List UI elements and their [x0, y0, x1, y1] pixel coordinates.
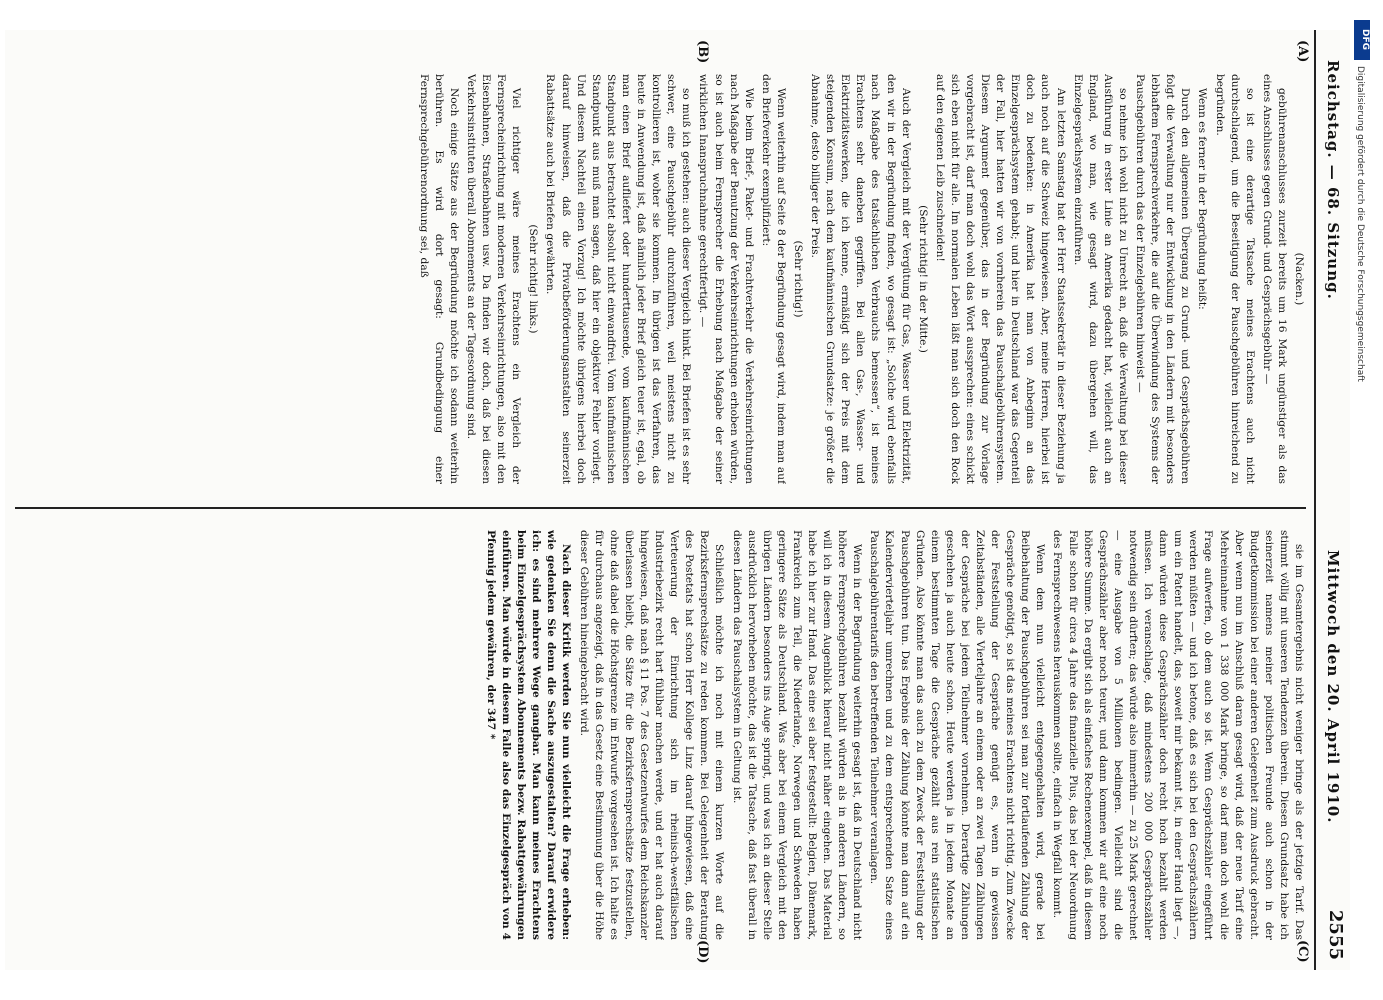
paragraph: Wenn in der Begründung weiterhin gesagt ist, daß in Deutschland nicht höhere Fernsprechgebühren bezahlt würden als in anderen Ländern, so will ich in diesem Augenblick hierauf nicht näher eingehen. Das Material habe ich hier zur Hand. Das eine sei aber festgestellt: Belgien, Dänemark, Frankreich zum Teil, die Niederlande, Norwegen und Schweden haben geringere Sätze als Deutschland. Was aber bei einem Vergleich mit den übrigen Ländern besonders ins Auge springt, und was ich an dieser Stelle ausdrücklich hervorheben möchte, das ist die Tatsache, daß fast überall in diesen Ländern das Pauschalsystem in Geltung ist.: [730, 530, 864, 940]
paragraph: so ist eine derartige Tatsache meines Erachtens auch nicht durchschlagend, um die Beseitigung der Pauschgebühren hinreichend zu begründen.: [1213, 74, 1256, 484]
paragraph: Wenn dem nun vielleicht entgegengehalten wird, gerade bei Beibehaltung der Pauschgebühren sei man zur fortlaufenden Zählung der Gespräche genötigt, so ist das meines Erachtens nicht richtig. Zum Zwecke der Feststellung der Gespräche genügt es, wenn in gewissen Zeitabständen, alle Vierteljahre an einem oder an zwei Tagen Zählungen der Gespräche bei jedem Teilnehmer vornehmen. Derartige Zählungen geschehen ja auch heute schon. Heute werden ja in jedem Monate an einem bestimmten Tage die Gespräche gezählt aus rein statistischen Gründen. Also könnte man das auch zu dem Zweck der Feststellung der Pauschgebühren tun. Das Ergebnis der Zählung könnte man dann auf ein Kalendervierteljahr umrechnen und zu dem entsprechenden Satze eines Pauschalgebührentarifs den betreffenden Teilnehmer veranlagen.: [868, 530, 1047, 940]
speaker-label: (Nacken.): [1293, 252, 1305, 306]
margin-mark-b: (B): [695, 40, 710, 64]
paragraph: Wenn weiterhin auf Seite 8 der Begründung gesagt wird, indem man auf den Briefverkehr exemplifiziert:: [759, 74, 787, 484]
right-column: [15, 530, 1306, 940]
paragraph: Viel richtiger wäre meines Erachtens ein Vergleich der Fernsprecheinrichtung mit modernen Verkehrseinrichtungen, also mit den Eisenbahnen, Straßenbahnen usw. Da finden wir doch, daß bei diesen Verkehrsinstituten überall Abonnements an der Tagesordnung sind.: [465, 74, 523, 484]
margin-mark-a: (A): [1295, 40, 1310, 63]
page-header: [1314, 30, 1350, 970]
paragraph: Wenn es ferner in der Begründung heißt:: [1196, 88, 1209, 310]
interjection: (Sehr richtig!): [792, 240, 804, 318]
document-page: [5, 30, 1350, 970]
interjection: (Sehr richtig! links.): [527, 224, 540, 334]
margin-mark-d: (D): [695, 940, 710, 964]
left-column: [15, 74, 1306, 484]
header-session: Reichstag. — 68. Sitzung.: [1324, 60, 1342, 300]
quotation: Durch den allgemeinen Übergang zu Grund- und Gesprächsgebühren folgt die Verwaltung nur der Entwicklung in den Ländern mit besonders lebhaftem Fernsprechverkehre, die auf die Überwindung des Systems der Pauschgebühren durch das der Einzelgebühren hinweist —: [1134, 74, 1192, 484]
paragraph: so muß ich gestehen: auch dieser Vergleich hinkt. Bei Briefen ist es sehr schwer, eine Pauschgebühr durchzuführen, weil meistens nicht zu kontrollieren ist, woher sie kommen. Im übrigen ist das Verfahren, das heute in Anwendung ist, daß nämlich jeder Brief gleich teuer ist, egal, ob man einen Brief aufliefert oder hunderttausende, vom kaufmännischen Standpunkt aus betrachtet absolut nicht einwandfrei. Vom kaufmännischen Standpunkt aus muß man sagen, daß hier ein objektiver Fehler vorliegt. Und diesem Nachteil einen Vorzug! Ich möchte übrigens hierbei doch darauf hinweisen, daß die Privatbeförderungsanstalten seinerzeit Rabattsätze auch bei Briefen gewährten.: [544, 74, 693, 484]
paragraph: Noch einige Sätze aus der Begründung möchte ich sodann weiterhin berühren. Es wird dort gesagt: Grundbedingung einer Fernsprechgebührenordnung sei, daß: [417, 74, 460, 484]
header-date: Mittwoch den 20. April 1910.: [1324, 550, 1342, 824]
funding-credit: Digitalisierung gefördert durch die Deutsche Forschungsgemeinschaft: [1355, 66, 1365, 382]
paragraph: gebührenanschlusses zurzeit bereits um 16 Mark ungünstiger als das eines Anschlusses gegen Grund- und Gesprächsgebühr —: [1260, 74, 1288, 484]
digitization-sidebar: [1352, 20, 1372, 980]
page-number: 2555: [1325, 909, 1346, 960]
column-divider: [15, 507, 1306, 509]
paragraph: Auch der Vergleich mit der Vergütung für Gas, Wasser und Elektrizität, den wir in der Begründung finden, wo gesagt ist: „Solche wird ebenfalls nach Maßgabe des tatsächlichen Verbrauchs bemessen“, ist meines Erachtens sehr daneben gegriffen. Bei allen Gas-, Wasser- und Elektrizitätswerken, die ich kenne, ermäßigt sich der Preis mit dem steigenden Konsum, nach dem kaufmännischen Grundsatze: je größer die Abnahme, desto billiger der Preis.: [809, 74, 912, 484]
paragraph: sie im Gesamtergebnis nicht weniger bringe als der jetzige Tarif. Das stimmt völlig mit unseren Tendenzen überein. Diesen Grundsatz habe ich seinerzeit namens meiner politischen Freunde auch schon in der Budgetkommission bei einer anderen Gelegenheit zum Ausdruck gebracht. Aber wenn nun im Anschluß daran gesagt wird, daß der neue Tarif eine Mehreinnahme von 1 338 000 Mark bringe, so darf man doch wohl die Frage aufwerfen, ob dem auch so ist. Wenn Gesprächszähler eingeführt werden müßten — und ich betone, daß es sich bei den Gesprächszählern um ein Patent handelt, das, soweit mir bekannt ist, in einer Hand liegt —, dann würden diese Gesprächszähler doch recht hoch bezahlt werden müssen. Ich veranschlage, daß mindestens 200 000 Gesprächszähler notwendig sein dürften; das würde also immerhin — zu 25 Mark gerechnet — eine Ausgabe von 5 Millionen bedingen. Vielleicht sind die Gesprächszähler aber noch teurer, und dann kommen wir auf eine noch höhere Summe. Da ergibt sich als einfaches Rechenexempel, daß in diesem Falle schon für circa 4 Jahre das finanzielle Plus, das bei der Neuordnung des Fernsprechwesens herauskommen sollte, einfach in Wegfall kommt.: [1051, 530, 1305, 940]
paragraph: Am letzten Samstag hat der Herr Staatssekretär in dieser Beziehung ja auch noch auf die Schweiz hingewiesen. Aber, meine Herren, hierbei ist doch zu bedenken: in Amerika hat man von Anbeginn an das Einzelgesprächsystem gehabt; und hier in Deutschland war das Gegenteil der Fall, hier hatten wir von vornherein das Pauschalgebührensystem. Diesem Argument gegenüber, das in der Begründung zur Vorlage vorgebracht ist, darf man doch wohl das Wort aussprechen: eines schickt sich eben nicht für alle. Im normalen Leben läßt man sich doch den Rock auf den eigenen Leib zuschneiden!: [933, 74, 1067, 484]
quotation: Wie beim Brief-, Paket- und Frachtverkehr die Verkehrseinrichtungen nach Maßgabe der Benutzung der Verkehrseinrichtungen erhoben würden, so ist auch beim Fernsprecher die Erhebung nach Maßgabe der seiner wirklichen Inanspruchnahme gerechtfertigt. —: [697, 74, 755, 484]
dfg-logo: DFG: [1354, 20, 1370, 60]
paragraph: so nehme ich wohl nicht zu Unrecht an, daß die Verwaltung bei dieser Ausführung in erster Linie an Amerika gedacht hat, vielleicht auch an England, wo man, wie gesagt wird, dazu übergehen will, das Einzelgesprächsystem einzuführen.: [1071, 74, 1129, 484]
margin-mark-c: (C): [1295, 940, 1310, 963]
paragraph: Nach dieser Kritik werden Sie nun vielleicht die Frage erheben: wie gedenken Sie denn die Sache auszugestalten? Darauf erwidere ich: es sind mehrere Wege gangbar. Man kann meines Erachtens beim Einzelgesprächsystem Abonnements bezw. Rabattgewährungen einführen. Man würde in diesem Falle also das Einzelgespräch von 4 Pfennig jedem gewähren, der 347 *: [485, 530, 573, 940]
interjection: (Sehr richtig! in der Mitte.): [916, 205, 929, 353]
paragraph: Schließlich möchte ich noch mit einem kurzen Worte auf die Bezirksfernsprechsätze zu reden kommen. Bei Gelegenheit der Beratung des Postetats hat schon Herr Kollege Linz darauf hingewiesen, daß eine Verteuerung der Einrichtung sich im rheinisch-westfälischen Industriebezirk recht hart fühlbar machen werde, und er hat auch darauf hingewiesen, daß nach § 11 Pos. 7 des Gesetzentwurfes dem Reichskanzler überlassen bleibt, die Sätze für die Bezirksfernsprechsätze festzustellen, ohne daß dabei die Höchstgrenze im Entwurfe vorgesehen ist. Ich halte es für durchaus angezeigt, daß in das Gesetz eine Bestimmung über die Höhe dieser Gebühren hineingebracht wird.: [577, 530, 726, 940]
